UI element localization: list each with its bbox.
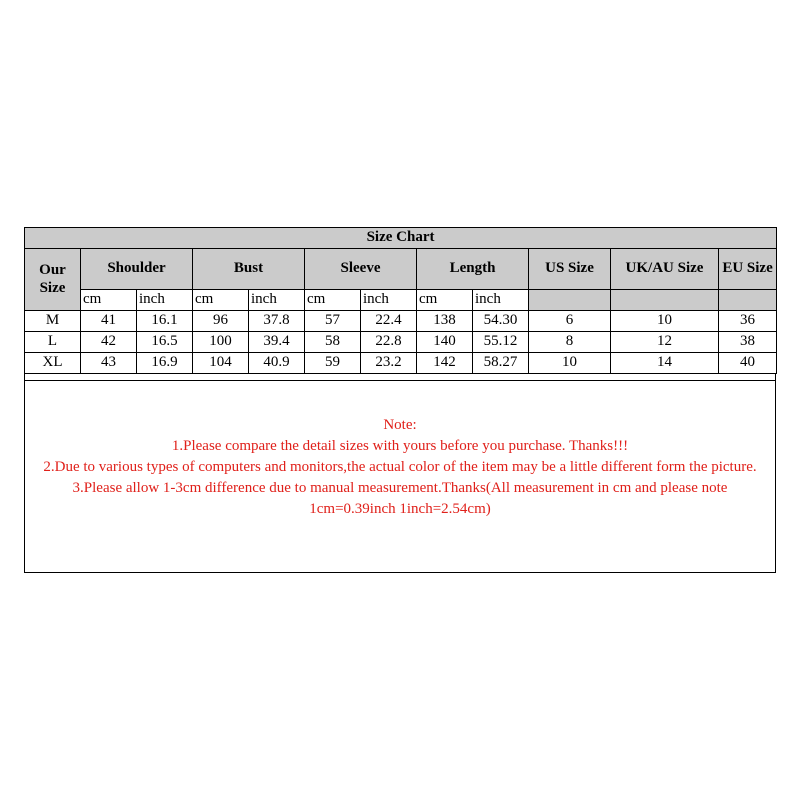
cell-shoulder-cm: 41 (81, 311, 137, 332)
header-sleeve: Sleeve (305, 249, 417, 290)
cell-us-size: 10 (529, 353, 611, 374)
header-bust: Bust (193, 249, 305, 290)
cell-bust-inch: 37.8 (249, 311, 305, 332)
unit-inch: inch (361, 290, 417, 311)
table-title: Size Chart (25, 228, 777, 249)
cell-shoulder-inch: 16.5 (137, 332, 193, 353)
cell-length-inch: 58.27 (473, 353, 529, 374)
header-ukau-size: UK/AU Size (611, 249, 719, 290)
cell-shoulder-cm: 43 (81, 353, 137, 374)
table-row (25, 332, 777, 353)
notes-box (25, 380, 775, 572)
header-us-size: US Size (529, 249, 611, 290)
cell-bust-inch: 40.9 (249, 353, 305, 374)
header-eu-size: EU Size (719, 249, 777, 290)
unit-blank (611, 290, 719, 311)
unit-blank (719, 290, 777, 311)
title-row (25, 228, 777, 249)
cell-size: L (25, 332, 81, 353)
cell-bust-cm: 100 (193, 332, 249, 353)
cell-size: XL (25, 353, 81, 374)
cell-length-inch: 55.12 (473, 332, 529, 353)
unit-blank (529, 290, 611, 311)
unit-inch: inch (473, 290, 529, 311)
cell-sleeve-cm: 58 (305, 332, 361, 353)
cell-length-inch: 54.30 (473, 311, 529, 332)
note-line-2: 2.Due to various types of computers and monitors,the actual color of the item may be a little different form the picture. (43, 459, 757, 475)
unit-cm: cm (305, 290, 361, 311)
cell-shoulder-inch: 16.9 (137, 353, 193, 374)
header-row (25, 249, 777, 290)
header-length: Length (417, 249, 529, 290)
header-our-size: Our Size (25, 249, 81, 311)
header-shoulder: Shoulder (81, 249, 193, 290)
note-heading: Note: (383, 417, 417, 433)
cell-bust-inch: 39.4 (249, 332, 305, 353)
cell-sleeve-cm: 57 (305, 311, 361, 332)
cell-eu-size: 38 (719, 332, 777, 353)
cell-us-size: 6 (529, 311, 611, 332)
unit-inch: inch (249, 290, 305, 311)
cell-size: M (25, 311, 81, 332)
note-line-3: 3.Please allow 1-3cm difference due to manual measurement.Thanks(All measurement in cm and please note 1cm=0.39inch 1inch=2.54cm) (72, 480, 728, 517)
cell-us-size: 8 (529, 332, 611, 353)
cell-bust-cm: 96 (193, 311, 249, 332)
cell-sleeve-cm: 59 (305, 353, 361, 374)
cell-shoulder-inch: 16.1 (137, 311, 193, 332)
cell-bust-cm: 104 (193, 353, 249, 374)
cell-eu-size: 36 (719, 311, 777, 332)
unit-cm: cm (193, 290, 249, 311)
cell-sleeve-inch: 22.4 (361, 311, 417, 332)
size-chart (24, 227, 776, 573)
cell-ukau-size: 10 (611, 311, 719, 332)
unit-cm: cm (81, 290, 137, 311)
table-row (25, 353, 777, 374)
cell-shoulder-cm: 42 (81, 332, 137, 353)
cell-ukau-size: 12 (611, 332, 719, 353)
cell-length-cm: 140 (417, 332, 473, 353)
table-row (25, 311, 777, 332)
cell-sleeve-inch: 23.2 (361, 353, 417, 374)
size-table (24, 227, 777, 374)
cell-length-cm: 138 (417, 311, 473, 332)
cell-sleeve-inch: 22.8 (361, 332, 417, 353)
cell-ukau-size: 14 (611, 353, 719, 374)
unit-inch: inch (137, 290, 193, 311)
unit-row (25, 290, 777, 311)
note-line-1: 1.Please compare the detail sizes with yours before you purchase. Thanks!!! (171, 438, 629, 454)
cell-length-cm: 142 (417, 353, 473, 374)
cell-eu-size: 40 (719, 353, 777, 374)
unit-cm: cm (417, 290, 473, 311)
